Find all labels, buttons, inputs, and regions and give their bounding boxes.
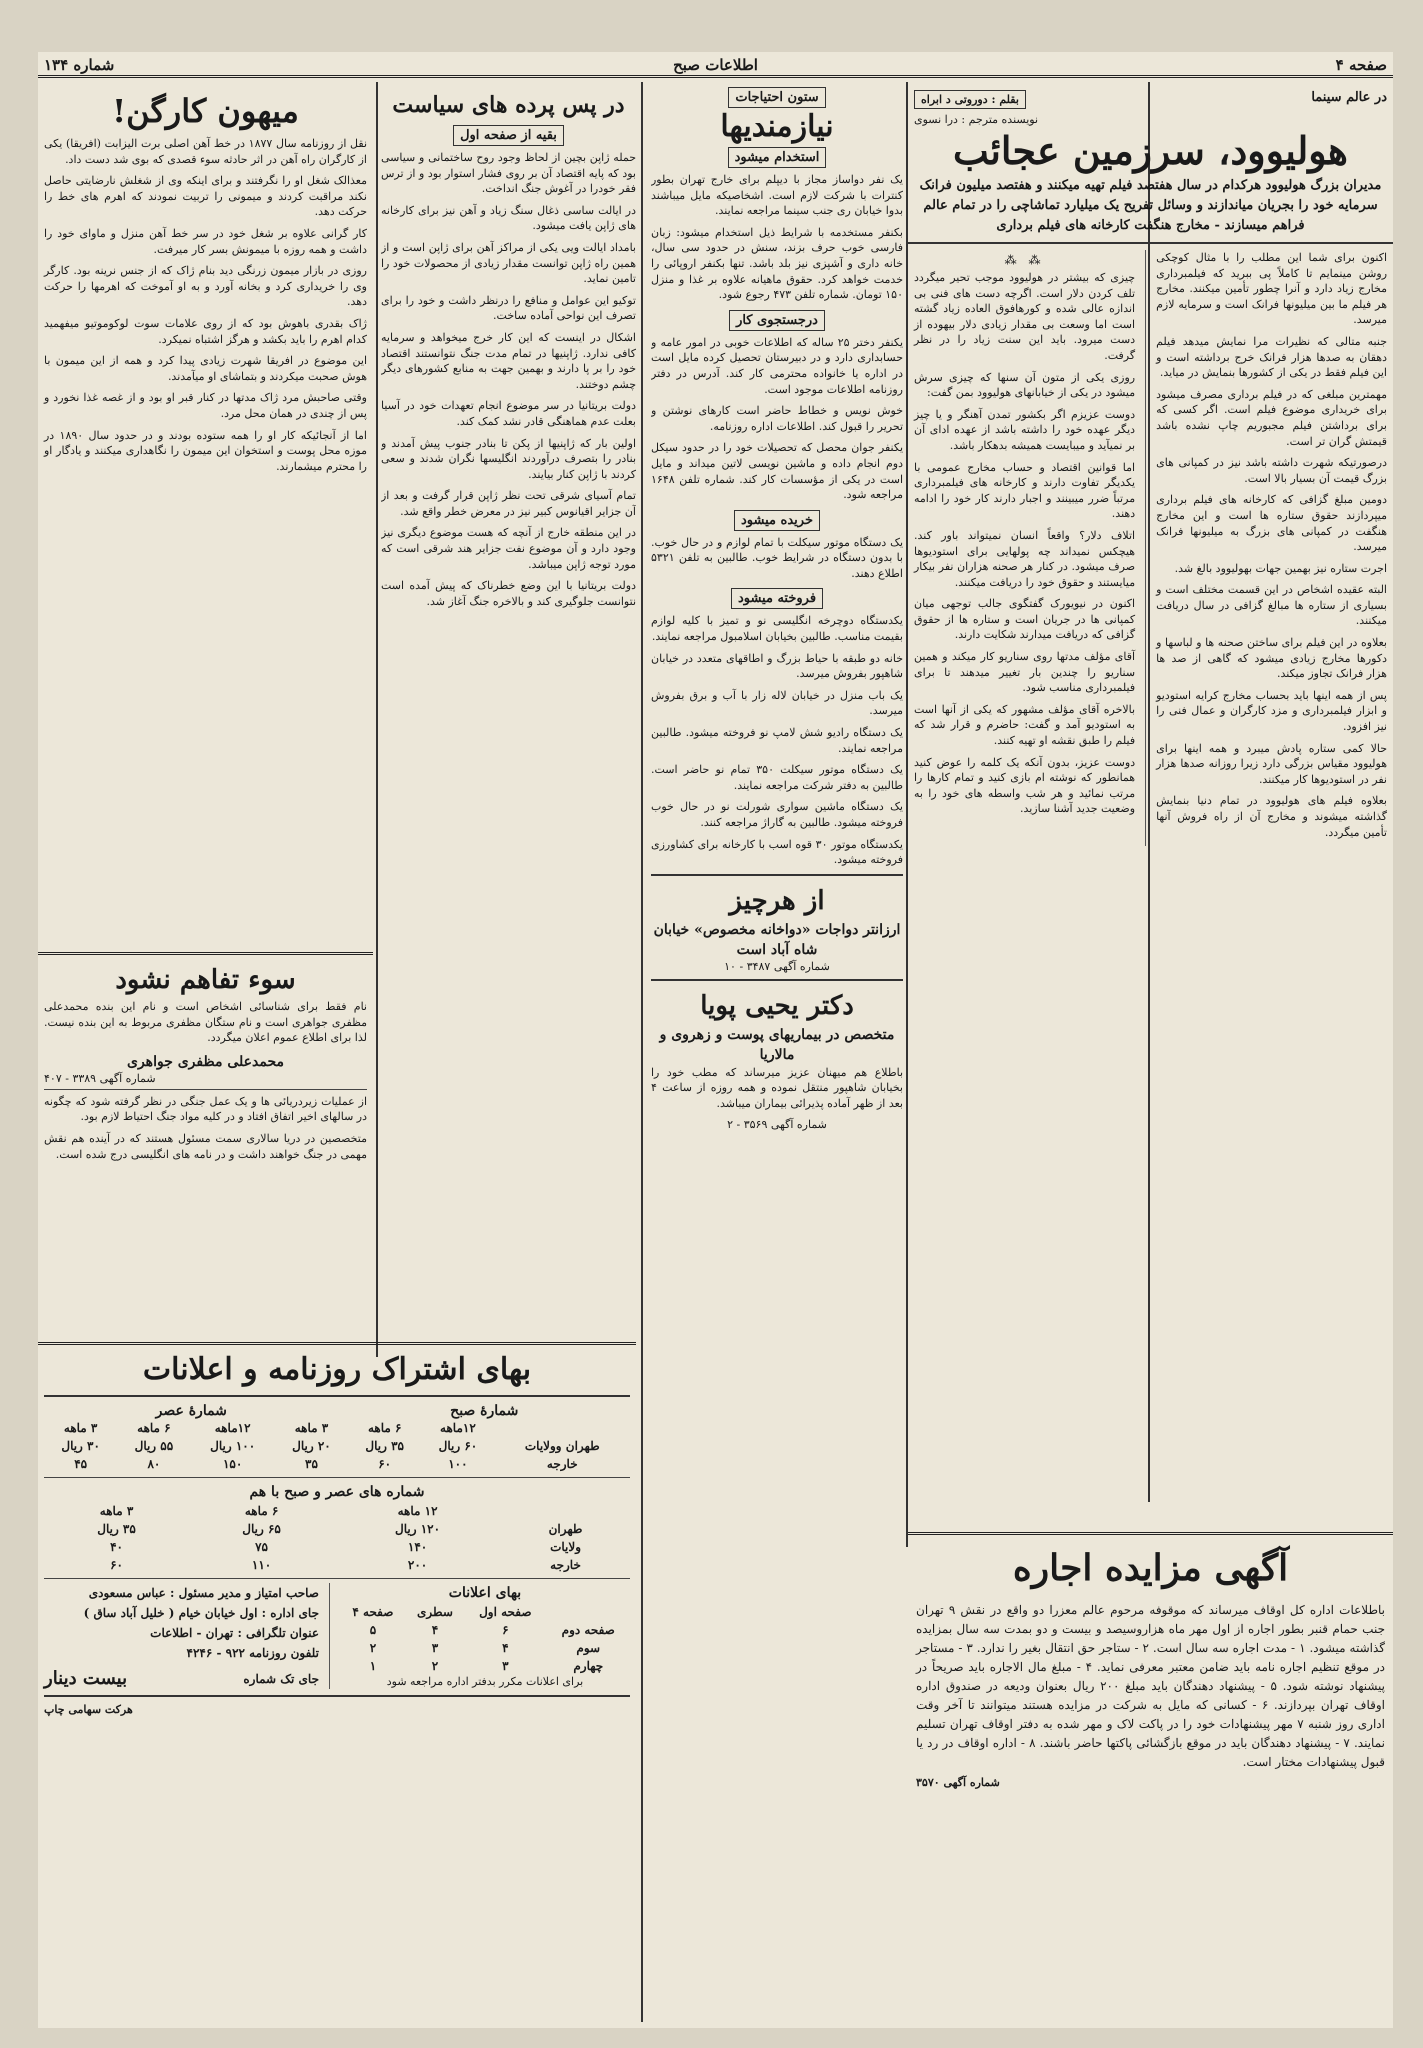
notice-block xyxy=(38,952,373,1332)
classifieds-section: ستون احتیاجات xyxy=(728,87,825,108)
table-cell: ۳ ماهه xyxy=(99,1504,134,1518)
telegraph-line: عنوان تلگرافی : تهران - اطلاعات xyxy=(150,1626,319,1640)
table-cell: ۶۰ ریال xyxy=(438,1439,478,1453)
monkey-title: میهون کارگن! xyxy=(112,92,299,130)
paragraph: از عملیات زیردریائی ها و یک عمل جنگی در نظر گرفته شود که چگونه در سالهای اخیر اتفاق افتاد و در کلیه مواد جنگ احتیاط لازم بود. xyxy=(44,1094,367,1124)
table-cell: ۳ ماهه xyxy=(63,1421,98,1435)
paragraph: اجرت ستاره نیز بهمین جهات بهولیوود بالغ شد. xyxy=(1174,561,1387,575)
table-cell: ۶ ماهه xyxy=(367,1421,402,1435)
table-cell: ۴ xyxy=(502,1641,509,1655)
table-cell: ۴۵ xyxy=(74,1457,88,1471)
combined-rates-table xyxy=(44,1502,630,1574)
paragraph: پس از همه اینها باید بحساب مخارج کرایه استودیو و ابزار فیلمبرداری و مزد کارگران و عمال فنی را نیز افزود. xyxy=(1156,688,1387,734)
cinema-headline: هولیوود، سرزمین عجائب xyxy=(953,128,1348,173)
classified-item: یک دستگاه موتور سیکلت ۳۵۰ تمام نو حاضر است. طالبین به دفتر شرکت مراجعه نمایند. xyxy=(651,763,903,792)
cinema-column-left xyxy=(914,250,1135,846)
notice-body: نام فقط برای شناسائی اشخاص است و نام این بنده محمدعلی مظفری جواهری است و نام ستگان مظفری مربوط به این بنده نیست. لذا برای اطلاع عموم اعلان میگردد. xyxy=(44,1000,367,1045)
table-cell: ۱۱۰ xyxy=(251,1558,272,1572)
misc-title: از هرچیز xyxy=(729,885,825,916)
classified-item: یک نفر دواساز مجاز با دیپلم برای خارج تهران بطور کنترات با شرکت لازم است. اشخاصیکه مایل میباشند بدوا خیابان ری جنب سینما مراجعه نمایند. xyxy=(651,173,903,218)
table-cell: سطری xyxy=(417,1605,453,1619)
paragraph: اتلاف دلار؟ واقعاً انسان نمیتواند باور کند. هیچکس نمیداند چه پولهایی برای استودیوها صرف میشود. در کنار هر صحنه هزاران نفر بیکار میایستند و حقوق خود را دریافت میکنند. xyxy=(914,528,1136,589)
table-cell: ۱۰۰ xyxy=(448,1457,468,1471)
paragraph: دولت بریتانیا در سر موضوع انجام تعهدات خود در آسیا بعلت عدم هماهنگی قادر نشد کمک کند. xyxy=(381,399,636,428)
table-cell: صفحه ۴ xyxy=(352,1605,394,1619)
job-seek-heading: درجستجوی کار xyxy=(729,310,825,331)
auction-notice xyxy=(908,1532,1393,1972)
ads-note: برای اعلانات مکرر بدفتر اداره مراجعه شود xyxy=(386,1675,584,1688)
phone-line: تلفون روزنامه ۹۲۲ - ۴۲۴۶ xyxy=(186,1646,319,1660)
paragraph: بالاخره آقای مؤلف مشهور که یکی از آنها است به استودیو آمد و گفت: حاضرم و قرار شد که فیلم را طبق نقشه او تهیه کنند. xyxy=(914,702,1136,748)
column-divider xyxy=(641,82,643,2022)
ads-heading: بهای اعلانات xyxy=(448,1585,522,1601)
paragraph: روزی یکی از متون آن سنها که چیزی سرش میشود در یکی از خیابانهای هولیوود بمن گفت: xyxy=(914,370,1136,400)
section-ornament: ⁂ ⁂ xyxy=(1004,253,1045,267)
classified-item: یک دستگاه ماشین سواری شورلت نو در حال خوب فروخته میشود. طالبین به گاراژ مراجعه کنند. xyxy=(651,800,903,829)
paragraph: اولین بار که ژاپنیها از پکن تا بنادر جنوب پیش آمدند و بنادر را بتصرف درآوردند انگلیسها نگران شدند و سعی کردند با ژاپن کنار بیایند. xyxy=(381,436,636,481)
printer-line: هرکت سهامی چاپ xyxy=(44,1703,133,1716)
morning-heading: شمارهٔ صبح xyxy=(450,1403,519,1419)
table-cell: ۳۵ ریال xyxy=(97,1522,136,1536)
buy-heading: خریده میشود xyxy=(734,510,820,531)
cinema-article xyxy=(908,86,1393,1541)
classified-item: یک دستگاه رادیو شش لامپ نو فروخته میشود. طالبین مراجعه نمایند. xyxy=(651,726,903,755)
classified-item: خانه دو طبقه با حیاط بزرگ و اطاقهای متعدد در خیابان شاهپور بفروش میرسد. xyxy=(651,651,903,681)
ads-rates-table xyxy=(340,1603,630,1675)
paragraph: معذالک شغل او را نگرفتند و برای اینکه وی از شغلش نارضایتی حاصل نکند مراقبت کردند و میمونی را تربیت نمودند که اهرم های خط را حرکت دهد. xyxy=(44,174,367,219)
paragraph: درصورتیکه شهرت داشته باشد نیز در کمپانی های بزرگ قیمت آن بسیار بالا است. xyxy=(1156,456,1387,485)
classifieds-column xyxy=(651,86,903,2021)
employ-heading: استخدام میشود xyxy=(728,147,827,168)
table-cell: ۱۴۰ xyxy=(407,1540,428,1554)
politics-title: در پس پرده های سیاست xyxy=(392,92,625,118)
classified-item: یکدستگاه موتور ۳۰ قوه اسب با کارخانه برای کشاورزی فروخته میشود. xyxy=(651,837,903,867)
table-cell: ۳ xyxy=(431,1641,439,1655)
classified-item: بکنفر مستخدمه با شرایط ذیل استخدام میشود: زبان فارسی خوب حرف بزند، سنش در حدود سی سال، خانه داری و آشپزی نیز بلد باشد. تنها بکنفر اروپائی را خدمت خواهد کرد. حقوق ماهیانه علاوه بر غذا و منزل ۱۵۰ تومان. شماره تلفن ۴۷۳ رجوع شود. xyxy=(651,225,903,302)
monkey-article xyxy=(38,86,373,941)
table-cell: ۶۰ xyxy=(378,1457,392,1471)
paragraph: اکنون در نیویورک گفتگوی جالب توجهی میان کمپانی ها در جریان است و ستاره ها از حقوق گزافی که دریافت میدارند شکایت دارند. xyxy=(914,597,1136,642)
notice-code: شماره آگهی ۳۳۸۹ - ۴۰۷ xyxy=(44,1071,156,1085)
table-cell: ۶ xyxy=(502,1623,509,1637)
both-heading: شماره های عصر و صبح با هم xyxy=(249,1484,425,1500)
table-cell: صفحه اول xyxy=(479,1605,532,1619)
page-label: صفحه ۴ xyxy=(1335,56,1387,74)
table-cell: ۳۵ ریال xyxy=(365,1439,404,1453)
price-label: جای تک شماره xyxy=(243,1672,319,1686)
table-cell: صفحه دوم xyxy=(561,1623,615,1637)
cinema-translator: نویسنده مترجم : درا نسوی xyxy=(914,113,1039,126)
table-cell: خارجه xyxy=(546,1457,578,1471)
classified-item: یکنفر جوان محصل که تحصیلات خود را در حدود سیکل دوم انجام داده و ماشین نویسی لاتین میداند و مایل است در یکی از مؤسسات کار کند. شماره تلفن ۱۶۴۸ مراجعه شود. xyxy=(651,441,903,502)
table-cell: ۱ xyxy=(369,1659,377,1673)
table-cell: ۳۵ xyxy=(305,1457,318,1471)
table-cell: ۱۵۰ xyxy=(222,1457,243,1471)
paragraph: متخصصین در دریا سالاری سمت مسئول هستند که در آینده هم نقش مهمی در جنگ خواهند داشت و در نامه های انگلیسی درج شده است. xyxy=(44,1131,367,1161)
paragraph: مهمترین مبلغی که در فیلم برداری مصرف میشود برای خریداری موضوع فیلم است. اگر کسی که برای برداشتن فیلم مجبوریم چاپ نشده باشد قیمتش گران تر است. xyxy=(1156,387,1387,448)
table-cell: ۲ xyxy=(431,1659,439,1673)
paragraph: البته عقیده اشخاص در این قسمت مختلف است و بسیاری از ستاره ها مبالغ گزافی در سال دریافت میکنند. xyxy=(1156,583,1387,628)
auction-code: شماره آگهی ۳۵۷۰ xyxy=(916,1776,1000,1789)
paragraph: دوست عزیز، بدون آنکه یک کلمه را عوض کنید همانطور که نوشته ام بازی کنید و تمام کارها را مرتب نمائید و هر شب واسطه های خود را به وضعیت جدید آشنا سازید. xyxy=(914,755,1136,816)
table-cell: ۳۰ ریال xyxy=(61,1439,100,1453)
politics-continued: بقیه از صفحه اول xyxy=(453,125,564,146)
subscription-title: بهای اشتراک روزنامه و اعلانات xyxy=(142,1352,532,1387)
misc-body: ارزانتر دواجات «دواخانه مخصوص» خیابان شاه آباد است xyxy=(653,921,901,958)
doctor-code: شماره آگهی ۳۵۶۹ - ۲ xyxy=(727,1117,827,1131)
table-cell: ۱۰۰ ریال xyxy=(210,1439,256,1453)
paragraph: بامداد ایالت ویی یکی از مراکز آهن برای ژاپن است و از همین راه ژاپن توانست مقدار زیادی از محصولات خود را تامین نماید. xyxy=(381,240,636,286)
paragraph: اکنون برای شما این مطلب را با مثال کوچکی روشن مینمایم تا کاملاً پی ببرید که فیلمبرداری مخارج زیاد دارد و آنرا چطور تأمین میکنند. مخارج هر فیلم ما بین میلیونها فرانک است و سرمایه لازم میرسد. xyxy=(1156,251,1387,327)
table-cell: طهران وولایات xyxy=(524,1439,600,1453)
politics-article xyxy=(381,86,636,1341)
table-cell: ولایات xyxy=(550,1540,581,1554)
address-line: جای اداره : اول خیابان خیام ( خلیل آباد ساق ) xyxy=(83,1606,319,1620)
paragraph: چیزی که بیشتر در هولیوود موجب تحیر میگردد تلف کردن دلار است. اگرچه دست های فنی بی اندازه عالی شده و کورهافوق العاده زیاد گشته است اما وسعت بی مقدار زیادی دلار بیهوده از دست میرود. باید این سنت زیاد را در نظر گرفت. xyxy=(914,271,1136,362)
table-cell: ۱۲ ماهه xyxy=(397,1504,438,1518)
table-cell: ۷۵ xyxy=(255,1540,268,1554)
classified-item: خوش نویس و خطاط حاضر است کارهای نوشتن و تحریر را قبول کند. اطلاعات اداره روزنامه. xyxy=(651,404,903,433)
paragraph: آقای مؤلف مدتها روی سناریو کار میکند و همین سناریو را چندین بار تغییر میدهند تا برای فیلمبرداری مناسب شود. xyxy=(914,650,1136,695)
doctor-subtitle: متخصص در بیماریهای پوست و زهروی و مالاریا xyxy=(659,1026,895,1063)
cinema-column-right xyxy=(1156,250,1387,846)
newspaper-page xyxy=(38,52,1393,2028)
cinema-subhead: مدیران بزرگ هولیوود هرکدام در سال هفتصد فیلم تهیه میکنند و هفتصد میلیون فرانک سرمایه خود را بجریان میاندازند و وسائل تفریح یک میلیارد تماشاچی را در تمام عالم فراهم میسازند - مخارج هنگفت کارخانه های فیلم برداری xyxy=(919,178,1382,233)
paragraph: تمام آسیای شرقی تحت نظر ژاپن قرار گرفت و بعد از آن جزایر اقیانوس کبیر نیز در معرض خطر واقع شد. xyxy=(381,489,636,518)
paragraph: وقتی صاحبش مرد ژاک مدتها در کنار قبر او بود و از غصه غذا نخورد و پس از چندی در همان محل مرد. xyxy=(44,391,367,420)
paragraph: در این منطقه خارج از آنچه که هست موضوع دیگری نیز وجود دارد و آن موضوع نفت جزایر هند شرقی است که مورد توجه ژاپن میباشد. xyxy=(381,526,636,571)
table-cell: چهارم xyxy=(573,1659,604,1673)
auction-title: آگهی مزایده اجاره xyxy=(1012,1547,1289,1589)
table-cell: ۳ ماهه xyxy=(294,1421,329,1435)
paragraph: بعلاوه در این فیلم برای ساختن صحنه ها و لباسها و دکورها مخارج زیادی میشود که گاهی از صد ها هزار فرانک تجاوز میکند. xyxy=(1156,636,1387,681)
doctor-title: دکتر یحیی پویا xyxy=(700,990,854,1021)
owner-line: صاحب امتیاز و مدیر مسئول : عباس مسعودی xyxy=(88,1586,319,1600)
paragraph: توکیو این عوامل و منافع را درنظر داشت و خود را برای تصرف این نواحی آماده ساخت. xyxy=(381,293,636,323)
classified-item: یک باب منزل در خیابان لاله زار با آب و برق بفروش میرسد. xyxy=(651,688,903,718)
table-cell: ۶ ماهه xyxy=(244,1504,279,1518)
cinema-section: در عالم سینما xyxy=(1311,90,1387,105)
paragraph: حالا کمی ستاره پادش میبرد و همه اینها برای هولیوود مقیاس بزرگی دارد زیرا روزانه صدها هزار نفر در استودیوها کار میکنند. xyxy=(1156,741,1387,786)
table-cell: ۱۲ماهه xyxy=(214,1421,251,1435)
table-cell: ۱۲۰ ریال xyxy=(395,1522,441,1536)
classified-item: یکدستگاه دوچرخه انگلیسی نو و تمیز با کلیه لوازم بقیمت مناسب. طالبین بخیابان اسلامبول مراجعه نمایند. xyxy=(651,614,903,644)
doctor-body: باطلاع هم میهنان عزیز میرساند که مطب خود را بخیابان شاهپور منتقل نموده و همه روزه از ساعت ۴ بعد از ظهر آماده پذیرائی بیماران میباشد. xyxy=(651,1065,903,1110)
classified-item: یکنفر دختر ۲۵ ساله که اطلاعات خوبی در امور عامه و حسابداری دارد و در دبیرستان تحصیل کرده مایل است در اداره یا خانواده محترمی کار کند. آدرس در دفتر روزنامه اطلاعات موجود است. xyxy=(651,335,903,396)
table-cell: ۶ ماهه xyxy=(137,1421,171,1435)
paper-title: اطلاعات صبح xyxy=(673,56,758,74)
notice-title: سوء تفاهم نشود xyxy=(115,965,296,995)
table-cell: سوم xyxy=(576,1641,601,1655)
table-cell: طهران xyxy=(548,1522,583,1536)
table-cell: ۳ xyxy=(502,1659,509,1673)
table-cell: خارجه xyxy=(550,1558,581,1572)
table-cell: ۶۵ ریال xyxy=(242,1522,281,1536)
sell-heading: فروخته میشود xyxy=(731,588,823,609)
subscription-box xyxy=(38,1342,636,1992)
table-cell: ۸۰ xyxy=(147,1457,161,1471)
paragraph: کار گرانی علاوه بر شغل خود در سر خط آهن منزل و ماوای خود را داشت و همه روزه با میمونش بسر کار میرفت. xyxy=(44,226,367,256)
auction-body: باطلاعات اداره کل اوقاف میرساند که موقوفه مرحوم عالم معزرا دو واقع در نقش ۹ تهران جنب حمام قنبر بطور اجاره از اول مهر ماه هزاروسیصد و بیست و دو بمدت سه سال بمزایده گذاشته میشود. ۱ - مدت اجاره سه سال است. ۲ - ستاجر حق انتقال بغیر را ندارد. ۳ - مستاجر در موقع تنظیم اجاره نامه باید ضامن معتبر معرفی نماید. ۴ - مبلغ مال الاجاره باید صریحاً در پیشنهاد نوشته شود. ۵ - پیشنهاد دهندگان باید مبلغ ۲۰۰ ریال بعنوان ودیعه در صندوق اداره اوقاف تهران بپردازند. ۶ - کسانی که مایل به شرکت در مزایده هستند میتوانند تا آخر وقت اداری روز شنبه ۷ مهر پیشنهادات خود را در پاکت لاک و مهر شده به دفتر اوقاف تهران تسلیم نمایند. ۷ - پیشنهاد دهندگان باید در موقع بازگشائی پاکتها حاضر باشند. ۸ - اداره اوقاف در رد یا قبول پیشنهادات مختار است. xyxy=(916,1603,1386,1769)
price-value: بیست دینار xyxy=(44,1668,128,1689)
table-cell: ۵ xyxy=(369,1623,377,1637)
paragraph: این موضوع در افریقا شهرت زیادی پیدا کرد و همه از این میمون با هوش صحبت میکردند و بتماشای او میآمدند. xyxy=(44,354,367,383)
rates-table xyxy=(44,1419,630,1473)
table-cell: ۲۰ ریال xyxy=(292,1439,331,1453)
paragraph: اشکال در اینست که این کار خرج میخواهد و سرمایه کافی ندارد. ژاپنیها در تمام مدت جنگ نتوانستند اقتصاد خود را بر پا دارند و بهمین جهت به منابع کشورهای دیگر چشم دوختند. xyxy=(381,330,636,391)
paragraph: حمله ژاپن بچین از لحاظ وجود روح ساختمانی و سیاسی بود که پایه اقتصاد آن بر روی فشار استوار بود و از ترس فقر خودرا در آغوش جنگ انداخت. xyxy=(381,151,636,196)
evening-heading: شمارهٔ عصر xyxy=(155,1403,227,1419)
paragraph: دوست عزیزم اگر بکشور تمدن آهنگر و یا چیز دیگر عهده خود را داشته باشد از عهده ادای آن بر نمیآید و میبایست همیشه بدهکار باشد. xyxy=(914,407,1136,452)
paragraph: ژاک بقدری باهوش بود که از روی علامات سوت لوکوموتیو میفهمید کدام اهرم را باید بکشد و هرگز اشتباه نمیکرد. xyxy=(44,316,367,346)
paragraph: اما قوانین اقتصاد و حساب مخارج عمومی با یکدیگر تفاوت دارند و کارخانه های فیلمبرداری مرتباً ضرر میبینند و اجبار دارند کار خود را ادامه دهند. xyxy=(914,460,1136,521)
table-cell: ۲ xyxy=(369,1641,377,1655)
table-cell: ۴ xyxy=(431,1623,439,1637)
classified-item: یک دستگاه موتور سیکلت با تمام لوازم و در حال خوب. با بدون دستگاه در شرایط خوب. طالبین به تلفن ۵۳۲۱ اطلاع دهند. xyxy=(651,535,903,580)
misc-code: شماره آگهی ۳۴۸۷ - ۱۰ xyxy=(724,959,830,973)
notice-signature: محمدعلی مظفری جواهری xyxy=(127,1053,284,1070)
paragraph: اما از آنجائیکه کار او را همه ستوده بودند و در حدود سال ۱۸۹۰ در موزه محل پوست و استخوان این میمون را نگاهداری میکنند و یادگار او را محترم میشمارند. xyxy=(44,428,367,473)
table-cell: ۲۰۰ xyxy=(407,1558,428,1572)
column-divider xyxy=(376,82,378,1357)
paragraph: بعلاوه فیلم های هولیوود در تمام دنیا بنمایش گذاشته میشوند و مخارج آن از راه فروش آنها تأمین میگردد. xyxy=(1156,794,1387,839)
cinema-byline: بقلم : دوروتی د ابراه xyxy=(914,90,1026,109)
table-cell: ۱۲ماهه xyxy=(440,1421,476,1435)
paragraph: نقل از روزنامه سال ۱۸۷۷ در خط آهن اصلی برت الیزابت (افریقا) یکی از کارگران راه آهن در اثر حادثه سوء قصدی که بوی شد دست داد. xyxy=(44,137,367,166)
issue-number: شماره ۱۳۴ xyxy=(44,56,115,74)
paragraph: در ایالت ساسی ذغال سنگ زیاد و آهن نیز برای کارخانه های ژاپن یافت میشود. xyxy=(381,203,636,233)
table-cell: ۴۰ xyxy=(110,1540,123,1554)
paragraph: جنبه متالی که نظیرات مرا نمایش میدهد فیلم دهقان به صدها هزار فرانک خرج برداشته است و این فیلم فقط در یکی از کشورها بنمایش در میاید. xyxy=(1156,334,1387,380)
paragraph: دومین مبلغ گزافی که کارخانه های فیلم برداری میپردازند حقوق ستاره ها است و این مخارج هنگفت در کمپانی های بزرگ به میلیونها فرانک میرسد. xyxy=(1156,493,1387,554)
page-header xyxy=(38,52,1393,78)
table-cell: ۶۰ xyxy=(110,1558,123,1572)
paragraph: روزی در بازار میمون زرنگی دید بنام ژاک که از جنس نرینه بود. کارگر وی را خریداری کرد و بخانه آورد و به او آموخت که اهرمها را حرکت دهد. xyxy=(44,264,367,309)
classifieds-title: نیازمندیها xyxy=(720,109,834,144)
table-cell: ۵۵ ریال xyxy=(134,1439,174,1453)
paragraph: دولت بریتانیا با این وضع خطرناک که پیش آمده است نتوانست جلوگیری کند و بالاخره جنگ آغاز شد. xyxy=(381,579,636,608)
